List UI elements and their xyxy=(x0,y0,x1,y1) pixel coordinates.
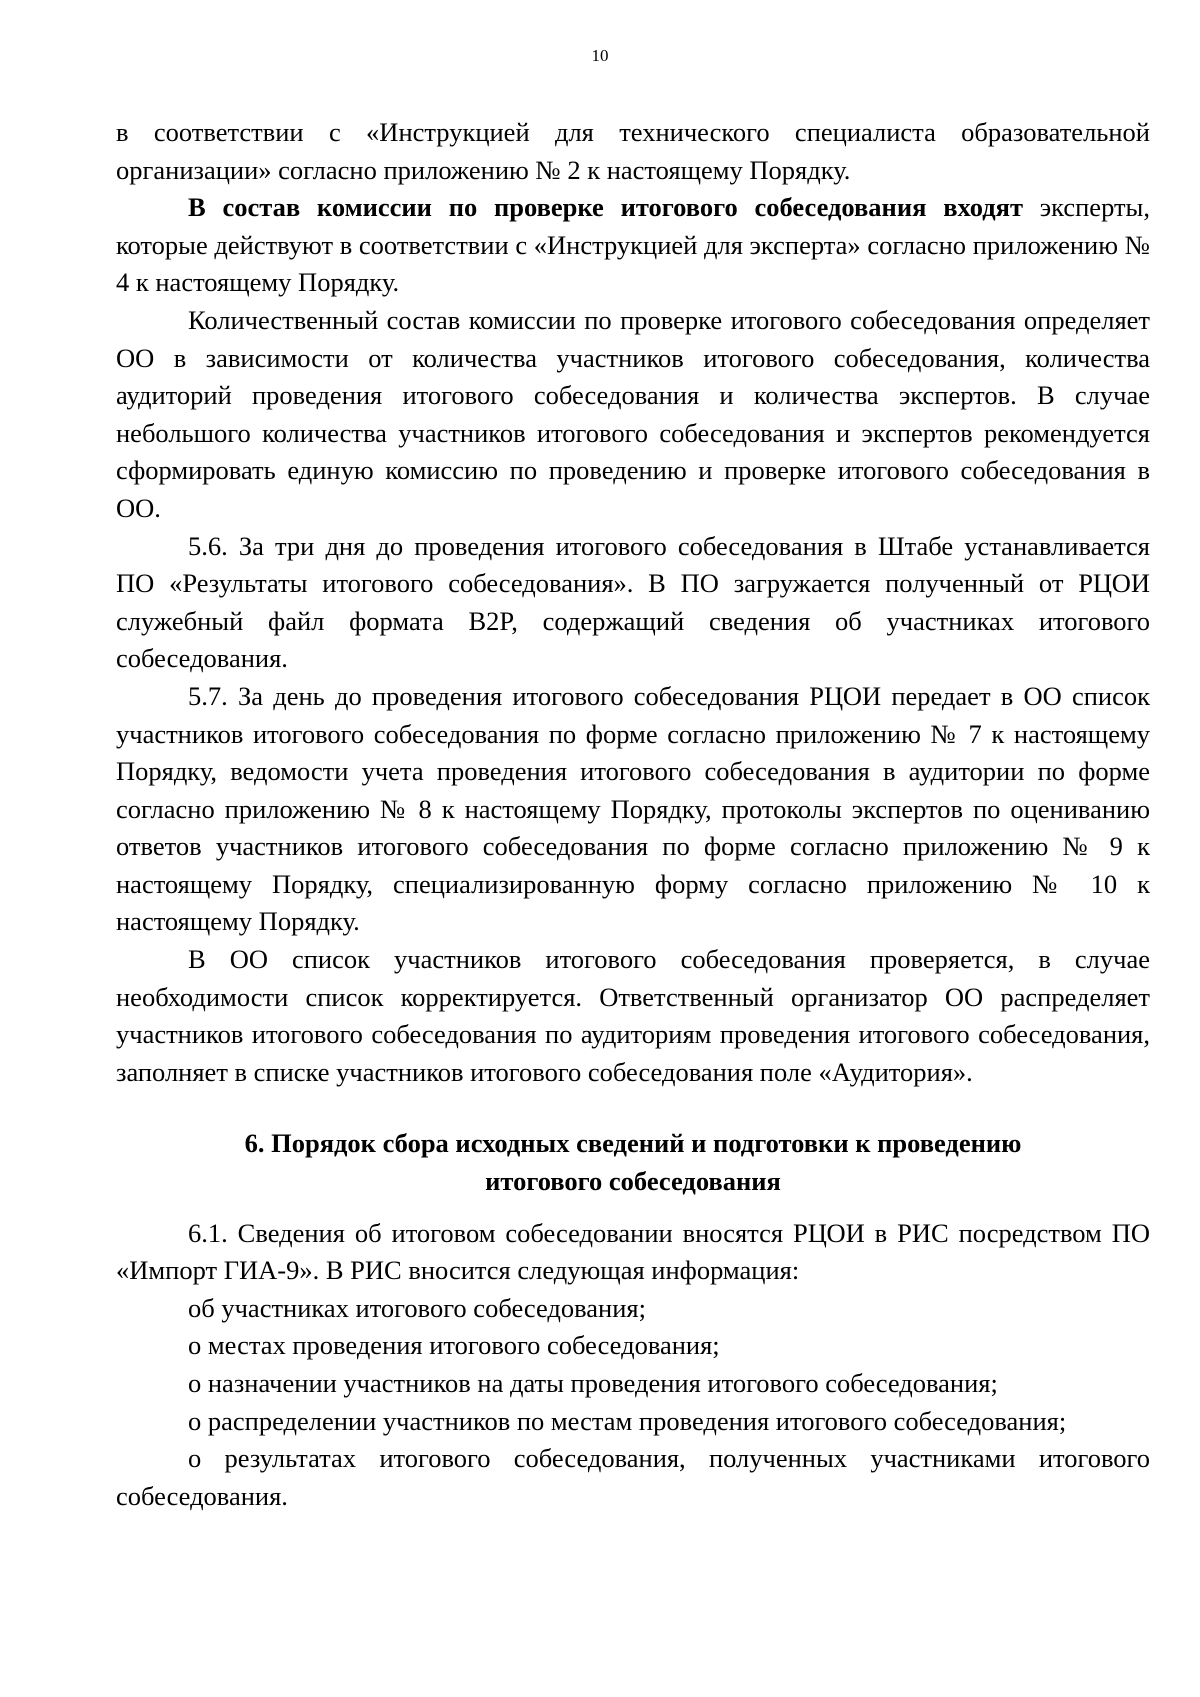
paragraph-participant-list: В ОО список участников итогового собеседования проверяется, в случае необходимости список корректируется. Ответственный организатор ОО распределяет участников итогового собеседования по аудиториям проведения итогового собеседования, заполняет в списке участников итогового собеседования поле «Аудитория». xyxy=(116,944,1150,1087)
paragraph-commission-composition xyxy=(116,189,1150,302)
list-item: об участниках итогового собеседования; xyxy=(188,1292,646,1323)
list-item: о назначении участников на даты проведения итогового собеседования; xyxy=(188,1368,998,1398)
section-6-heading xyxy=(116,1125,1150,1200)
list-item: о результатах итогового собеседования, полученных участниками итогового собеседования. xyxy=(116,1443,1150,1511)
paragraph-6-1: 6.1. Сведения об итоговом собеседовании вносятся РЦОИ в РИС посредством ПО «Импорт ГИА-9». В РИС вносится следующая информация: xyxy=(116,1217,1150,1286)
list-item: о распределении участников по местам проведения итогового собеседования; xyxy=(188,1405,1067,1436)
paragraph-commission-size: Количественный состав комиссии по проверке итогового собеседования определяет ОО в зависимости от количества участников итогового собеседования, количества аудиторий проведения итогового собеседования и количества экспертов. В случае небольшого количества участников итогового собеседования и экспертов рекомендуется сформировать единую комиссию по проведению и проверке итогового собеседования в ОО. xyxy=(116,304,1150,523)
document-body xyxy=(116,114,1150,1515)
section-6-heading-line-2: итогового собеседования xyxy=(485,1166,781,1197)
bold-lead-text: В состав комиссии по проверке итогового собеседования входят xyxy=(188,192,1023,223)
paragraph-5-6: 5.6. За три дня до проведения итогового собеседования в Штабе устанавливается ПО «Результаты итогового собеседования». В ПО загружается полученный от РЦОИ служебный файл формата B2P, содержащий сведения об участниках итогового собеседования. xyxy=(116,530,1150,674)
paragraph-instruction-tech: в соответствии с «Инструкцией для технического специалиста образовательной организации» согласно приложению № 2 к настоящему Порядку. xyxy=(116,117,1150,185)
list-item: о местах проведения итогового собеседования; xyxy=(188,1330,720,1361)
page-number: 10 xyxy=(591,46,609,65)
paragraph-5-7: 5.7. За день до проведения итогового собеседования РЦОИ передает в ОО список участников итогового собеседования по форме согласно приложению № 7 к настоящему Порядку, ведомости учета проведения итогового собеседования в аудитории по форме согласно приложению № 8 к настоящему Порядку, протоколы экспертов по оцениванию ответов участников итогового собеседования по форме согласно приложению № 9 к настоящему Порядку, специализированную форму согласно приложению № 10 к настоящему Порядку. xyxy=(116,680,1150,937)
paragraph-text: эксперты, которые действуют в соответствии с «Инструкцией для эксперта» согласно приложению № 4 к настоящему Порядку. xyxy=(116,192,1150,298)
section-6-heading-line-1: 6. Порядок сбора исходных сведений и подготовки к проведению xyxy=(244,1128,1022,1159)
